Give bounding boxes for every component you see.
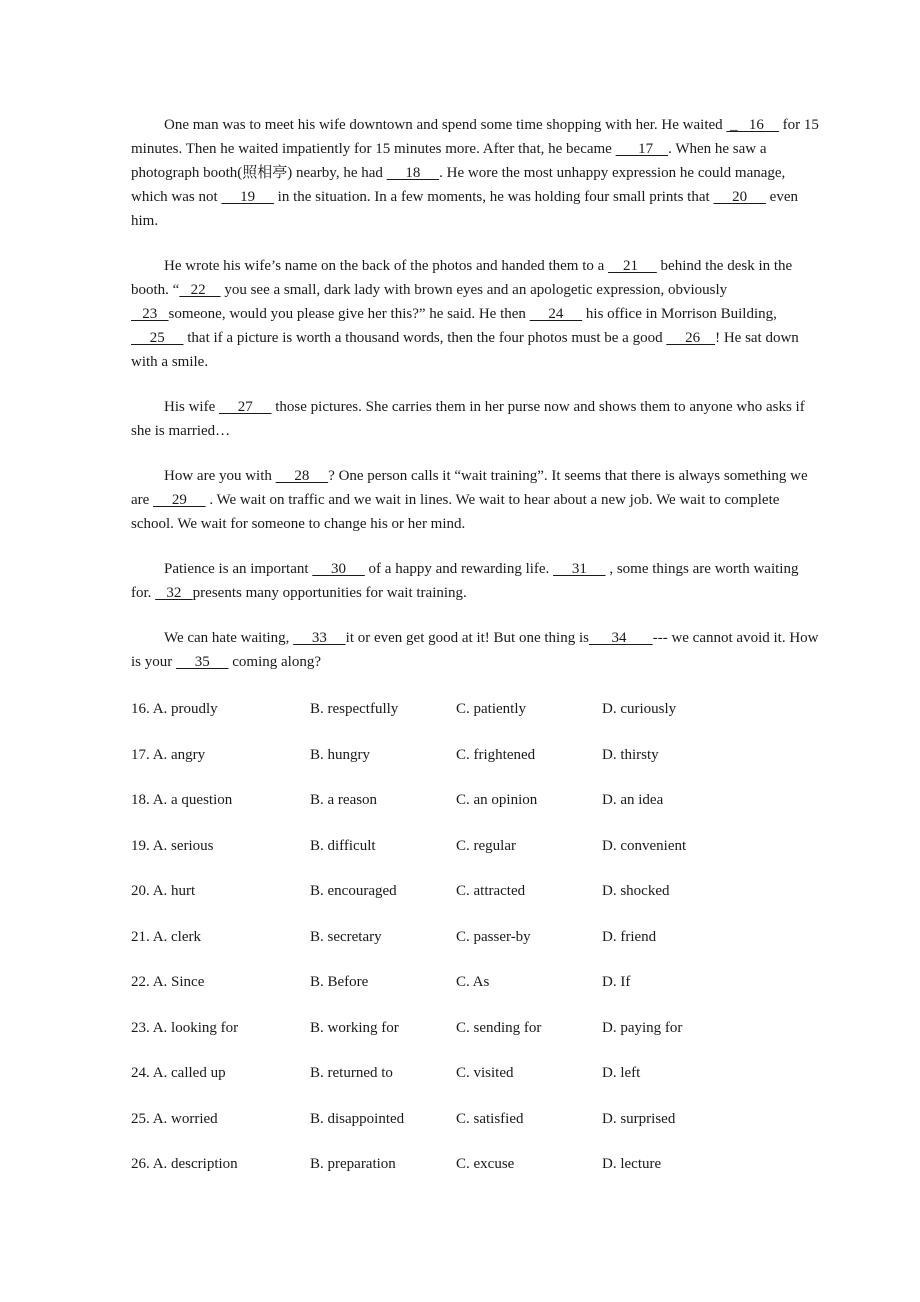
answer-blank: 25 [131, 330, 184, 346]
answer-blank: 31 [553, 561, 606, 577]
passage-text: He wrote his wife’s name on the back of the photos and handed them to a [164, 258, 609, 274]
option-d: D. left [602, 1065, 641, 1081]
answer-blank: 16 [748, 117, 779, 133]
option-c: C. satisfied [456, 1110, 524, 1127]
question-row [131, 1016, 821, 1062]
option-b: B. working for [310, 1019, 399, 1036]
answer-blank: 24 [529, 306, 583, 322]
option-c: C. passer-by [456, 928, 531, 945]
option-b: B. respectfully [310, 701, 399, 717]
option-d: D. friend [602, 928, 657, 945]
option-a: 18. A. a question [131, 792, 233, 808]
option-d: D. convenient [602, 837, 687, 854]
passage-text: --- we cannot avoid it. How is your [131, 630, 819, 670]
answer-blank: 21 [608, 258, 657, 274]
question-row [131, 1152, 821, 1198]
passage-text: How are you with [164, 468, 276, 484]
answer-blank: 23 [131, 306, 169, 322]
option-d: D. paying for [602, 1019, 683, 1036]
answer-blank: 17 [638, 141, 669, 157]
passage-paragraph-5 [131, 557, 821, 605]
passage-paragraph-2 [131, 254, 821, 374]
option-c: C. sending for [456, 1019, 542, 1036]
passage-paragraph-3 [131, 395, 821, 443]
question-row [131, 788, 821, 834]
answer-blank: 18 [386, 165, 440, 181]
option-c: C. excuse [456, 1156, 515, 1172]
option-d: D. shocked [602, 883, 670, 899]
option-b: B. disappointed [310, 1110, 405, 1127]
option-b: B. a reason [310, 792, 378, 808]
option-a: 26. A. description [131, 1156, 238, 1172]
option-c: C. an opinion [456, 792, 538, 808]
option-d: D. surprised [602, 1110, 676, 1127]
option-d: D. curiously [602, 701, 677, 717]
passage-text: , some things are worth waiting for. [131, 561, 799, 601]
answer-blank: 27 [219, 399, 272, 415]
passage-paragraph-1 [131, 113, 821, 233]
option-a: 19. A. serious [131, 837, 214, 854]
answer-blank: 34 [588, 630, 653, 646]
passage-text: One man was to meet his wife downtown and spend some time shopping with her. He waited [164, 117, 727, 133]
option-a: 16. A. proudly [131, 701, 218, 717]
question-row [131, 925, 821, 971]
option-d: D. thirsty [602, 746, 659, 763]
option-b: B. encouraged [310, 883, 397, 899]
option-a: 25. A. worried [131, 1110, 218, 1127]
answer-blank: 19 [221, 189, 274, 205]
passage-text: . He wore the most unhappy expression he could manage, which was not [131, 165, 786, 205]
passage-text: those pictures. She carries them in her purse now and shows them to anyone who asks if she is married… [131, 399, 805, 439]
option-a: 22. A. Since [131, 974, 205, 990]
passage [131, 113, 821, 695]
passage-text: ? One person calls it “wait training”. It seems that there is always something we are [131, 468, 808, 508]
answer-blank: 26 [666, 330, 716, 346]
option-a: 20. A. hurt [131, 883, 196, 899]
passage-text: it or even get good at it! But one thing is [345, 630, 589, 646]
passage-text: coming along? [228, 654, 321, 670]
passage-text: even him. [131, 189, 798, 229]
passage-text: of a happy and rewarding life. [364, 561, 554, 577]
answer-blank: 33 [293, 630, 346, 646]
question-row [131, 697, 821, 743]
passage-text: that if a picture is worth a thousand words, then the four photos must be a good [183, 330, 667, 346]
question-row [131, 970, 821, 1016]
answer-blank: 30 [312, 561, 365, 577]
question-row [131, 1061, 821, 1107]
passage-text: in the situation. In a few moments, he was holding four small prints that [273, 189, 714, 205]
option-b: B. returned to [310, 1065, 393, 1081]
answer-blank: 35 [176, 654, 229, 670]
option-b: B. preparation [310, 1156, 396, 1172]
passage-text: . When he saw a photograph booth(照相亭) nearby, he had [131, 141, 767, 181]
option-a: 24. A. called up [131, 1065, 226, 1081]
option-c: C. regular [456, 837, 516, 854]
passage-text: you see a small, dark lady with brown eyes and an apologetic expression, obviously [220, 282, 728, 298]
question-row [131, 743, 821, 789]
question-row [131, 834, 821, 880]
option-d: D. If [602, 974, 631, 990]
option-a: 21. A. clerk [131, 928, 201, 945]
answer-blank [616, 141, 639, 157]
passage-text: We can hate waiting, [164, 630, 294, 646]
option-a: 23. A. looking for [131, 1019, 239, 1036]
option-d: D. lecture [602, 1156, 662, 1172]
option-b: B. Before [310, 974, 369, 990]
passage-text: ! He sat down with a smile. [131, 330, 799, 370]
passage-text: His wife [164, 399, 219, 415]
passage-paragraph-4 [131, 464, 821, 536]
passage-text: . We wait on traffic and we wait in lines. We wait to hear about a new job. We wait to complete school. We wait for someone to change his or her mind. [131, 492, 780, 532]
option-c: C. patiently [456, 701, 526, 717]
passage-text: his office in Morrison Building, [582, 306, 777, 322]
passage-text: for 15 minutes. Then he waited impatiently for 15 minutes more. After that, he became [131, 117, 819, 157]
option-a: 17. A. angry [131, 746, 206, 763]
answer-blank: 20 [713, 189, 766, 205]
passage-paragraph-6 [131, 626, 821, 674]
answer-blank: 28 [275, 468, 329, 484]
answer-blank: 22 [179, 282, 221, 298]
answer-blank: _ [726, 117, 749, 133]
option-b: B. secretary [310, 928, 382, 945]
passage-text: Patience is an important [164, 561, 313, 577]
option-b: B. difficult [310, 837, 376, 854]
question-row [131, 879, 821, 925]
question-row [131, 1107, 821, 1153]
passage-text: presents many opportunities for wait training. [192, 585, 467, 601]
option-b: B. hungry [310, 746, 370, 763]
answer-blank: 29 [153, 492, 206, 508]
option-d: D. an idea [602, 792, 664, 808]
passage-text: behind the desk in the booth. “ [131, 258, 793, 298]
passage-text: someone, would you please give her this?” he said. He then [168, 306, 530, 322]
option-c: C. attracted [456, 883, 526, 899]
option-c: C. frightened [456, 746, 536, 763]
answer-blank: 32 [155, 585, 193, 601]
option-c: C. As [456, 974, 490, 990]
question-options [131, 697, 821, 1198]
option-c: C. visited [456, 1065, 514, 1081]
